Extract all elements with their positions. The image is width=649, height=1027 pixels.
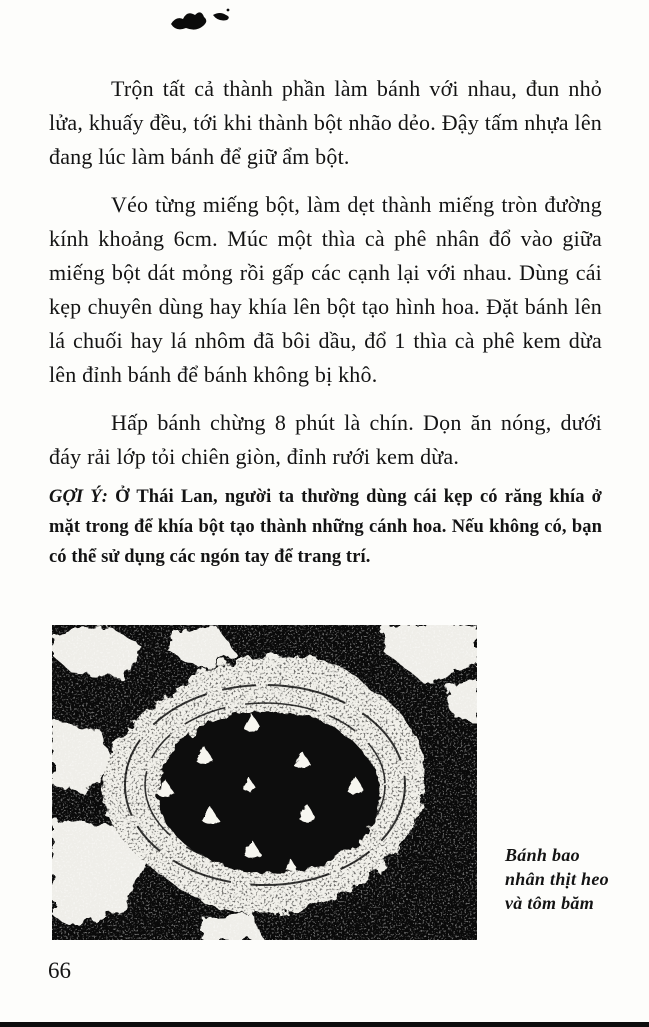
ink-smudge (168, 6, 238, 36)
photo-caption: Bánh bao nhân thịt heo và tôm băm (505, 845, 609, 913)
dumpling-photo (52, 625, 477, 940)
paragraph-steam-serve: Hấp bánh chừng 8 phút là chín. Dọn ăn nóng, dưới đáy rải lớp tỏi chiên giòn, đỉnh rưới kem dừa. (49, 410, 602, 469)
paragraph-mix-dough: Trộn tất cả thành phần làm bánh với nhau, đun nhỏ lửa, khuấy đều, tới khi thành bột nhão dẻo. Đậy tấm nhựa lên đang lúc làm bánh để giữ ẩm bột. (49, 76, 602, 169)
tip-label: GỢI Ý: (49, 487, 108, 507)
tip-text: Ở Thái Lan, người ta thường dùng cái kẹp có răng khía ở mặt trong để khía bột tạo thành những cánh hoa. Nếu không có, bạn có thể sử dụng các ngón tay để trang trí. (49, 487, 603, 567)
scan-edge-bar (0, 1022, 649, 1027)
paragraph-shape-dumplings: Véo từng miếng bột, làm dẹt thành miếng tròn đường kính khoảng 6cm. Múc một thìa cà phê nhân đổ vào giữa miếng bột dát mỏng rồi gấp các cạnh lại với nhau. Dùng cái kẹp chuyên dùng hay khía lên bột tạo hình hoa. Đặt bánh lên lá chuối hay lá nhôm đã bôi dầu, đổ 1 thìa cà phê kem dừa lên đỉnh bánh để bánh không bị khô. (49, 192, 602, 387)
recipe-text-column (49, 72, 602, 572)
tip-note (49, 482, 602, 572)
page-number: 66 (48, 958, 71, 983)
